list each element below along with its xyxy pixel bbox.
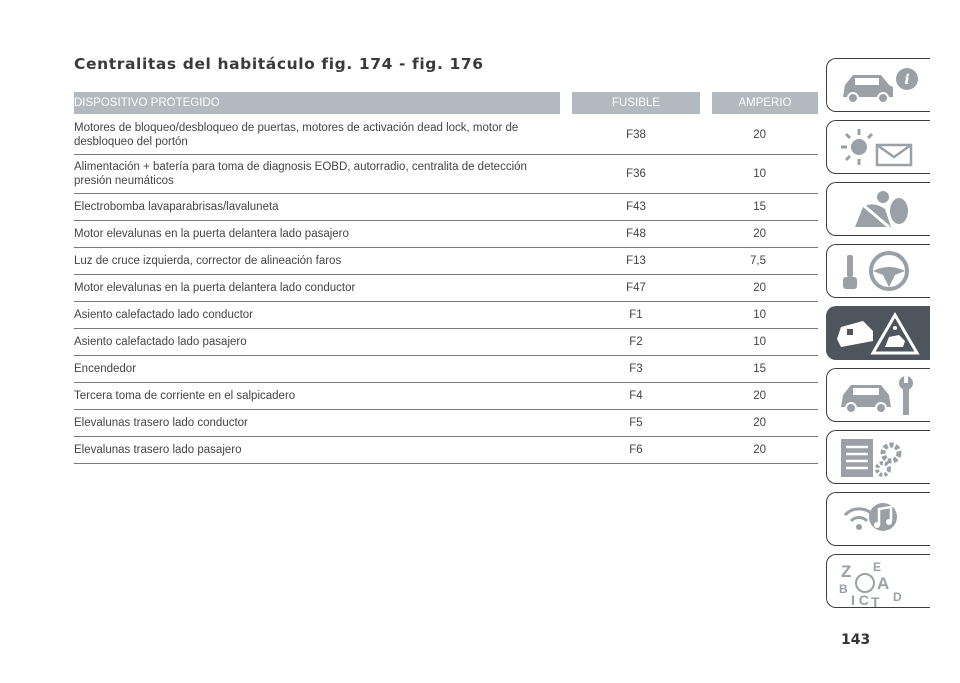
tab-technical-data[interactable] [826, 430, 930, 484]
fuse-table [74, 92, 818, 464]
technical-data-icon [833, 435, 925, 481]
table-row [74, 194, 818, 221]
header-gap [560, 92, 572, 115]
amp-cell: 15 [712, 356, 818, 383]
svg-text:A: A [877, 574, 890, 593]
safety-airbag-icon [833, 187, 925, 233]
warning-lights-messages-icon [833, 125, 925, 171]
svg-text:E: E [873, 560, 882, 574]
amp-cell: 20 [712, 383, 818, 410]
tab-car-info[interactable] [826, 58, 930, 112]
page-number: 143 [841, 632, 871, 648]
tab-safety[interactable] [826, 182, 930, 236]
device-cell: Asiento calefactado lado pasajero [74, 329, 560, 356]
svg-text:T: T [871, 594, 880, 609]
fuse-cell: F3 [572, 356, 700, 383]
amp-cell: 20 [712, 221, 818, 248]
fuse-cell: F5 [572, 410, 700, 437]
svg-text:I C: I C [851, 592, 869, 608]
multimedia-icon [833, 497, 925, 543]
fuse-cell: F6 [572, 437, 700, 464]
table-row [74, 383, 818, 410]
amp-cell: 20 [712, 275, 818, 302]
table-row [74, 275, 818, 302]
table-row [74, 115, 818, 155]
amp-cell: 10 [712, 329, 818, 356]
device-cell: Asiento calefactado lado conductor [74, 302, 560, 329]
fuse-cell: F13 [572, 248, 700, 275]
fuse-cell: F47 [572, 275, 700, 302]
device-cell: Luz de cruce izquierda, corrector de alineación faros [74, 248, 560, 275]
amp-cell: 20 [712, 437, 818, 464]
fuse-cell: F38 [572, 115, 700, 155]
tab-emergency[interactable] [826, 306, 930, 360]
table-row [74, 410, 818, 437]
device-cell: Alimentación + batería para toma de diagnosis EOBD, autorradio, centralita de detección presión neumáticos [74, 155, 560, 194]
table-header-row [74, 92, 818, 115]
table-row [74, 329, 818, 356]
fuse-cell: F1 [572, 302, 700, 329]
header-device: DISPOSITIVO PROTEGIDO [74, 92, 560, 115]
svg-text:B: B [839, 582, 848, 596]
svg-text:D: D [893, 590, 902, 604]
table-row [74, 221, 818, 248]
amp-cell: 15 [712, 194, 818, 221]
emergency-icon [833, 311, 925, 357]
fuse-cell: F36 [572, 155, 700, 194]
tab-warning-lights[interactable] [826, 120, 930, 174]
tab-starting-driving[interactable] [826, 244, 930, 298]
header-fuse: FUSIBLE [572, 92, 700, 115]
device-cell: Motor elevalunas en la puerta delantera lado pasajero [74, 221, 560, 248]
header-amp: AMPERIO [712, 92, 818, 115]
tab-multimedia[interactable] [826, 492, 930, 546]
amp-cell: 10 [712, 155, 818, 194]
fuse-cell: F2 [572, 329, 700, 356]
device-cell: Tercera toma de corriente en el salpicadero [74, 383, 560, 410]
page-title: Centralitas del habitáculo fig. 174 - fig. 176 [74, 55, 484, 73]
table-row [74, 437, 818, 464]
amp-cell: 20 [712, 115, 818, 155]
fuse-cell: F43 [572, 194, 700, 221]
device-cell: Electrobomba lavaparabrisas/lavaluneta [74, 194, 560, 221]
device-cell: Elevalunas trasero lado pasajero [74, 437, 560, 464]
index-icon [833, 559, 925, 609]
table-row [74, 155, 818, 194]
tab-maintenance[interactable] [826, 368, 930, 422]
device-cell: Elevalunas trasero lado conductor [74, 410, 560, 437]
amp-cell: 7,5 [712, 248, 818, 275]
maintenance-icon [833, 373, 925, 419]
device-cell: Motores de bloqueo/desbloqueo de puertas, motores de activación dead lock, motor de desbloqueo del portón [74, 115, 560, 155]
starting-driving-icon [833, 249, 925, 295]
table-row [74, 356, 818, 383]
svg-text:Z: Z [841, 562, 852, 581]
amp-cell: 20 [712, 410, 818, 437]
fuse-cell: F48 [572, 221, 700, 248]
device-cell: Motor elevalunas en la puerta delantera lado conductor [74, 275, 560, 302]
tab-index[interactable] [826, 554, 930, 608]
amp-cell: 10 [712, 302, 818, 329]
table-row [74, 248, 818, 275]
svg-text:i: i [904, 72, 910, 88]
table-row [74, 302, 818, 329]
fuse-cell: F4 [572, 383, 700, 410]
header-gap [700, 92, 712, 115]
car-info-icon [833, 63, 925, 109]
device-cell: Encendedor [74, 356, 560, 383]
